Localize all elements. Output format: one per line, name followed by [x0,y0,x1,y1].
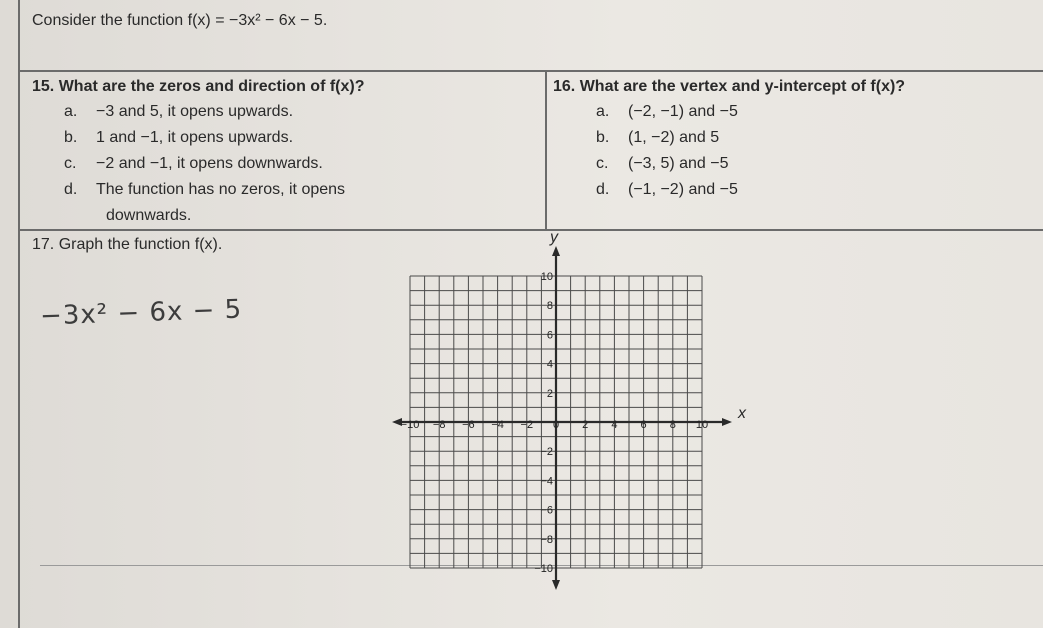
y-axis-arrow-up [552,246,560,256]
y-tick-label: −10 [534,563,553,575]
y-tick-label: 8 [546,300,553,313]
tick-labels [401,232,747,575]
table-top-rule [18,70,1043,72]
q17-prompt: 17. Graph the function f(x). [32,236,223,253]
q16-choice-b: (1, −2) and 5 [628,129,720,146]
q15-choice-c: −2 and −1, it opens downwards. [96,155,323,172]
x-tick-label: 4 [611,419,618,431]
y-tick-label: 10 [540,271,553,283]
q15-choice-d-letter: d. [64,181,78,198]
x-tick-label: 10 [695,419,709,431]
y-tick-label: 6 [546,329,553,342]
q16-choice-c-letter: c. [596,155,609,172]
q15-choice-a: −3 and 5, it opens upwards. [96,103,294,120]
q15-prompt: 15. What are the zeros and direction of f(x)? [32,78,365,95]
y-axis-label: y [550,232,558,246]
y-axis-arrow-down [552,580,560,590]
x-tick-label: −8 [432,419,446,431]
coordinate-grid [380,232,760,592]
y-tick-label: 2 [546,387,553,400]
y-tick-label: −4 [540,475,553,488]
y-tick-label: 4 [546,358,553,371]
q15-choice-b: 1 and −1, it opens upwards. [96,129,294,146]
q15-choice-a-letter: a. [64,103,78,120]
x-tick-label: −6 [462,419,475,431]
handwritten-function: −3x² − 6x − 5 [39,294,243,332]
x-tick-label: 2 [582,419,589,431]
q16-choice-a-letter: a. [596,103,610,120]
x-tick-label: 8 [669,419,676,431]
y-tick-label: −8 [540,533,553,546]
table-left-rule [18,0,20,628]
x-axis-arrow-right [722,418,732,426]
x-tick-label: −2 [520,419,534,431]
q16-prompt: 16. What are the vertex and y-intercept of f(x)? [553,78,906,95]
y-tick-label: −2 [540,446,553,459]
x-tick-label: 6 [640,419,647,431]
q16-choice-b-letter: b. [596,129,610,146]
q16-choice-a: (−2, −1) and −5 [628,103,738,120]
x-axis-label: x [738,405,746,422]
q15-choice-b-letter: b. [64,129,78,146]
table-middle-rule [18,229,1043,231]
q15-choice-d: The function has no zeros, it opens [96,181,346,198]
x-tick-label: −10 [400,419,420,431]
y-tick-label: −6 [540,504,553,517]
intro-text: Consider the function f(x) = −3x² − 6x − 5. [32,12,328,29]
q16-choice-d: (−1, −2) and −5 [628,181,738,198]
q15-choice-c-letter: c. [64,155,77,172]
x-tick-label: −4 [491,419,504,431]
table-column-divider [545,70,547,230]
q16-choice-d-letter: d. [596,181,610,198]
q16-choice-c: (−3, 5) and −5 [628,155,729,172]
q15-choice-d-continued: downwards. [106,207,192,224]
x-tick-label: 0 [552,419,560,431]
